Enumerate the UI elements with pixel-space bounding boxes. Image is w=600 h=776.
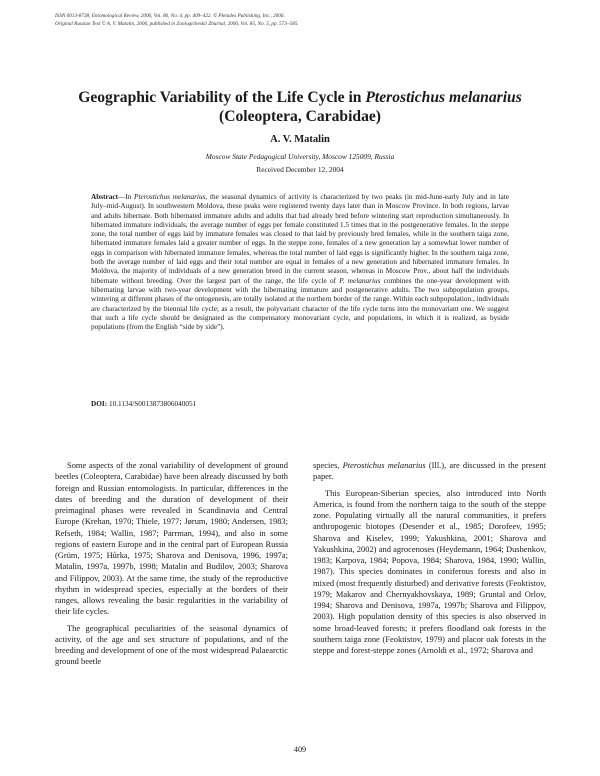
body-text: (Ill.), are discussed in the present paper.	[313, 460, 546, 482]
abstract-text-3: combines the one-year development with hibernating larvae with two-year development with the hibernating immature and postgenerative adults. The two subpopulation groups, wintering at different phases of the ontogenesis, are totally isolated at the northern border of the range. Within each subpopulation., individuals are characterized by the biennial life cycle; as a result, the polyvariant character of the life cycle turns into the monovariant one. We suggest that such a life cycle should be designated as the compensatory monovariant cycle, and populations, in which it is realized, as byside populations (from the English “side by side”).	[91, 276, 509, 332]
author-name: A. V. Matalin	[270, 134, 330, 145]
title-species: Pterostichus melanarius	[365, 89, 522, 106]
body-column-left	[55, 460, 288, 673]
original-text-line: Original Russian Text © A. V. Matalin, 2006, published in Zoologicheskii Zhurnal, 2006, Vol. 85, No. 5, pp. 573–585.	[55, 20, 299, 27]
page-number: 409	[293, 745, 307, 754]
abstract-text-1: —In	[117, 193, 135, 201]
title-part-2: (Coleoptera, Carabidae)	[219, 108, 381, 125]
journal-citation-line: ISSN 0013-8738, Entomological Review, 2006, Vol. 86, No. 4, pp. 409–422. © Pleiades Publishing, Inc., 2006.	[55, 13, 285, 19]
body-column-right	[313, 460, 546, 661]
body-text: species,	[313, 460, 343, 470]
author-affiliation: Moscow State Pedagogical University, Moscow 125009, Russia	[205, 152, 395, 161]
title-part-1: Geographic Variability of the Life Cycle in	[78, 89, 366, 106]
abstract-label: Abstract	[91, 193, 118, 201]
abstract-text-2: , the seasonal dynamics of activity is characterized by two peaks (in mid-June-early July and in late July–mid-August). In southwestern Moldova, these peaks were registered twenty days later than in Moscow Province. In both regions, larvae and adults hibernate. Both hibernated immature adults and adults that had already bred before wintering start reproduction simultaneously. In hibernated immature individuals, the average number of eggs per female constituted 1.5 times that in the postgenerative females. In the steppe zone, the total number of eggs laid by immature females was closed to that laid by previously bred females, while in the southern taiga zone, hibernated immature females laid a greater number of eggs. In the steppe zone, females of a new generation lay a somewhat lower number of eggs in comparison with hibernated immature females, whereas the total number of laid eggs is significantly higher. In the southern taiga zone, both the average number of laid eggs and their total number are equal in females of a new generation and hibernated immature females. In Moldova, the majority of individuals of a new generation breed in the current season, whereas in Moscow Prov., about half the individuals hibernate without breeding. Over the largest part of the range, the life cycle of	[91, 193, 509, 285]
doi	[91, 400, 509, 409]
received-date: Received December 12, 2004	[256, 165, 344, 174]
body-paragraph: The geographical peculiarities of the seasonal dynamics of activity, of the age and sex structure of populations, and of the breeding and development of one of the most widespread Palaearctic ground beetle	[55, 622, 288, 667]
abstract-species-1: Pterostichus melanarius	[134, 193, 206, 201]
doi-label: DOI:	[91, 400, 108, 408]
body-paragraph: Some aspects of the zonal variability of development of ground beetles (Coleoptera, Carabidae) have been already discussed by both foreign and Russian entomologists. In particular, differences in the dates of breeding and the duration of development of their preimaginal phases were revealed in Scandinavia and Central Europe (Krehan, 1970; Thiele, 1977; Jørum, 1980; Andersen, 1983; Refseth, 1984; Wallin, 1987; Parrman, 1994), and also in some regions of eastern Europe and in the central part of European Russia (Grüm, 1975; Hůrka, 1975; Sharova and Denisova, 1996, 1997a; Matalin, 1997a, 1997b, 1998; Matalin and Budilov, 2003; Sharova and Filippov, 2003). At the same time, the study of the reproductive rhythm in widespread species, especially at the borders of their ranges, allows revealing the basic regularities in the variability of their life cycles.	[55, 460, 288, 617]
paper-title	[60, 88, 540, 126]
body-paragraph	[313, 460, 546, 483]
abstract	[91, 193, 509, 332]
journal-header	[55, 13, 555, 28]
body-species: Pterostichus melanarius	[342, 460, 426, 470]
body-paragraph: This European-Siberian species, also introduced into North America, is found from the northern taiga to the south of the steppe zone. Populating virtually all the natural communities, it prefers anthropogenic biotopes (Desender et al., 1985; Dorofeev, 1995; Sharova and Kiselev, 1999; Yakushkina, 2001; Sharova and Yakushkina, 2002) and agrocenoses (Heydemann, 1964; Dushenkov, 1983; Karpova, 1984; Popova, 1984; Sharova, 1984, 1990; Wallin, 1987). This species dominates in coniferous forests and also in mixed (most frequently disturbed) and derivative forests (Feoktistov, 1979; Makarov and Chernyakhovskaya, 1989; Gruntal and Orlov, 1994; Sharova and Denisova, 1997a, 1997b; Sharova and Filippov, 2003). High population density of this species is also observed in some broad-leaved forests; it prefers floodland oak forests in the southern taiga zone (Feoktistov, 1979) and placor oak forests in the steppe and forest-steppe zones (Arnoldi et al., 1972; Sharova and	[313, 487, 546, 655]
abstract-species-2: P. melanarius	[339, 276, 381, 285]
doi-value: 10.1134/S0013873806040051	[107, 400, 197, 408]
